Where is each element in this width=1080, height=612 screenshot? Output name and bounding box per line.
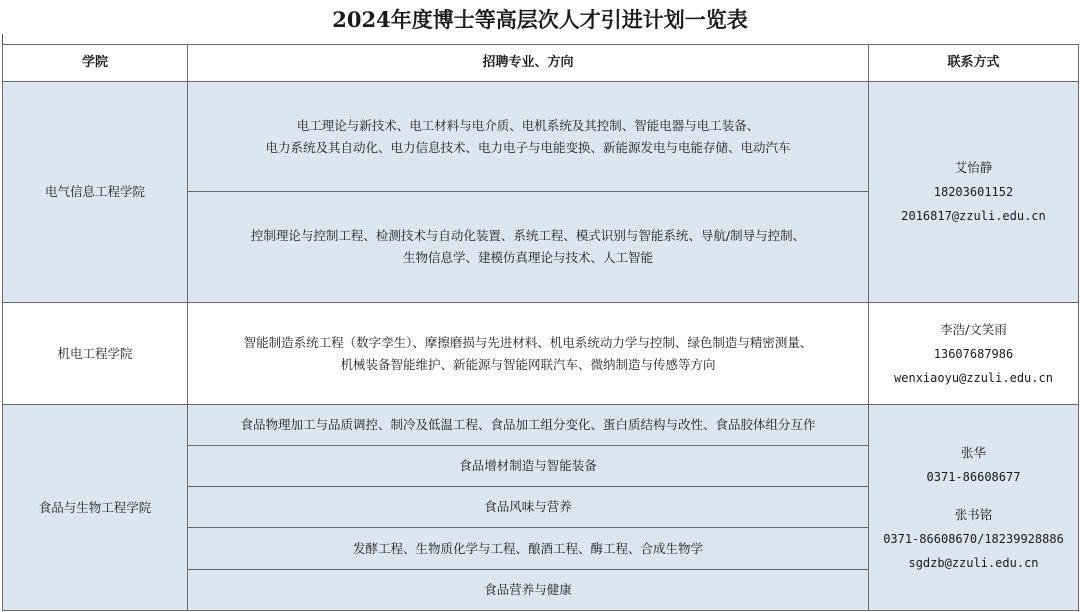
contact-email: sgdzb@zzuli.edu.cn (908, 555, 1039, 570)
table-row (3, 82, 1079, 192)
majors-line: 控制理论与控制工程、检测技术与自动化装置、系统工程、模式识别与智能系统、导航/制导与控制、 (250, 228, 806, 243)
majors-cell: 食品风味与营养 (188, 487, 869, 528)
contact-phone: 0371-86608677 (926, 469, 1021, 484)
table-row (3, 303, 1079, 405)
majors-cell (188, 192, 869, 303)
recruitment-table (2, 44, 1079, 611)
college-cell: 食品与生物工程学院 (3, 405, 188, 611)
majors-line: 机械装备智能维护、新能源与智能网联汽车、微纳制造与传感等方向 (340, 356, 716, 372)
majors-cell: 发酵工程、生物质化学与工程、酿酒工程、酶工程、合成生物学 (188, 528, 869, 570)
header-majors: 招聘专业、方向 (188, 45, 869, 82)
majors-line: 生物信息学、建模仿真理论与技术、人工智能 (402, 250, 653, 265)
contact-email: 2016817@zzuli.edu.cn (901, 209, 1046, 223)
header-contact: 联系方式 (869, 45, 1079, 82)
contact-cell (869, 303, 1079, 405)
header-row (3, 45, 1079, 82)
contact-email: wenxiaoyu@zzuli.edu.cn (894, 370, 1053, 385)
table-row (3, 405, 1079, 446)
decorative-tick (2, 34, 3, 44)
majors-cell: 食品物理加工与品质调控、制冷及低温工程、食品加工组分变化、蛋白质结构与改性、食品胶体组分互作 (188, 405, 869, 446)
contact-name: 张华 (960, 444, 986, 460)
header-college: 学院 (3, 45, 188, 82)
majors-cell (188, 303, 869, 405)
majors-cell: 食品增材制造与智能装备 (188, 446, 869, 487)
majors-cell: 食品营养与健康 (188, 570, 869, 611)
contact-cell (869, 405, 1079, 611)
contact-phone: 13607687986 (933, 346, 1014, 361)
contact-spacer (875, 489, 1072, 503)
contact-phone: 18203601152 (933, 185, 1014, 199)
majors-cell (188, 82, 869, 192)
college-cell: 电气信息工程学院 (3, 82, 188, 303)
majors-line: 智能制造系统工程（数字孪生）、摩擦磨损与先进材料、机电系统动力学与控制、绿色制造与精密测量、 (243, 334, 813, 350)
contact-name: 艾怡静 (954, 160, 993, 175)
majors-line: 电力系统及其自动化、电力信息技术、电力电子与电能变换、新能源发电与电能存储、电动汽车 (265, 139, 791, 155)
contact-cell (869, 82, 1079, 303)
college-cell: 机电工程学院 (3, 303, 188, 405)
contact-name: 李浩/文笑雨 (940, 321, 1007, 337)
majors-line: 电工理论与新技术、电工材料与电介质、电机系统及其控制、智能电器与电工装备、 (296, 117, 760, 133)
contact-name: 张书铭 (954, 506, 993, 522)
contact-phone: 0371-86608670/18239928886 (883, 531, 1064, 546)
page-title: 2024年度博士等高层次人才引进计划一览表 (332, 7, 748, 32)
